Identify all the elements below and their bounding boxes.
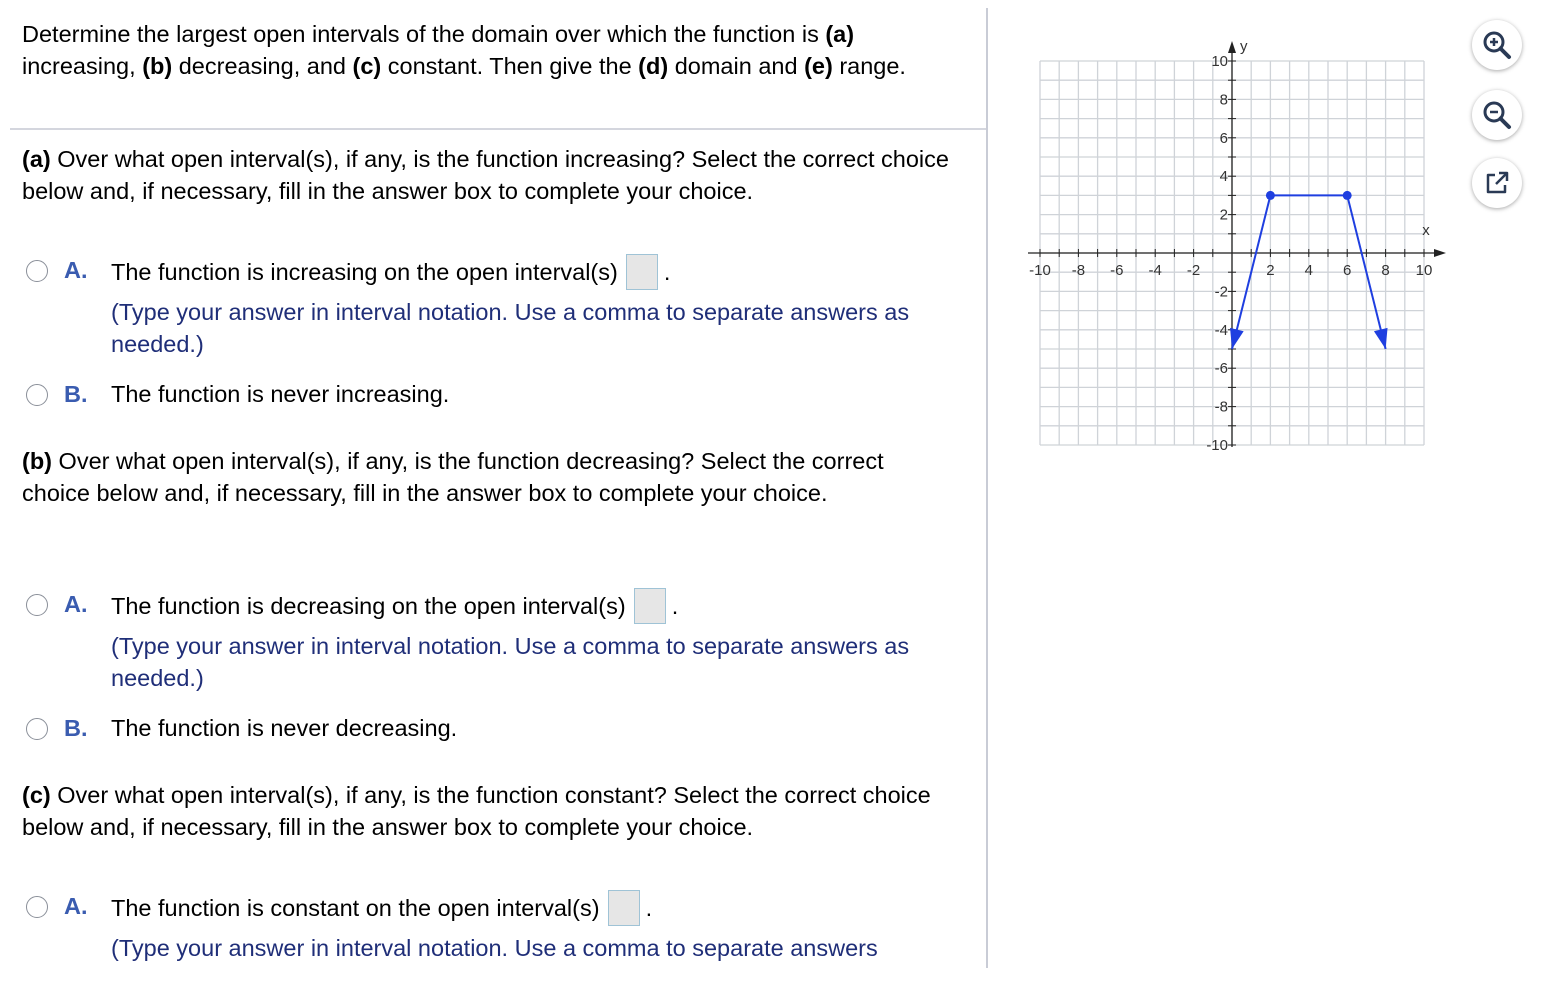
part-a-hint: (Type your answer in interval notation. Use a comma to separate answers as needed.) (111, 299, 910, 357)
question-panel: Determine the largest open intervals of the domain over which the function is (a) increasing, (b) decreasing, and (c) constant. Then give the (d) domain and (e) range. (a) Over what open interval(s), if any, is the function increasing? Select the correct choice below and, if necessary, fill in the answer box to complete your choice. A. The function is increasing on the open interval(s) . (Type your answer in interval notation. Use a comma to separate answers as needed.) B. The function is never increasing. (b) Over what open interval(s), if any, is the function decreasing? Select the correct choice below and, if necessary, fill in the answer box to complete your choice. A. The function is decreasing on the open interval(s) . (Type your answer in interval notation. Use a comma to separate answers as needed.) B. The function is never decreasing. (c) Over what open interval(s), if any, is the function constant? Select the correct choice below and, if necessary, fill in the answer box to complete your choice. A. The function is constant on the open interval(s) . (Type your answer in interval notation. Use a comma to separate answers (0, 0, 986, 981)
x-axis-arrow (1434, 249, 1446, 257)
part-a-choice-a-radio[interactable] (26, 260, 48, 282)
part-b-choice-b-radio[interactable] (26, 718, 48, 740)
y-tick-label: 6 (1219, 129, 1228, 147)
part-c-choice-a-radio[interactable] (26, 896, 48, 918)
y-axis-label: y (1240, 38, 1248, 55)
part-b-hint: (Type your answer in interval notation. Use a comma to separate answers as needed.) (111, 633, 910, 691)
x-tick-label: -8 (1071, 262, 1086, 279)
part-a-answer-box[interactable] (626, 254, 658, 290)
part-b-answer-box[interactable] (634, 588, 666, 624)
y-tick-label: -6 (1214, 360, 1228, 378)
x-tick-label: -6 (1110, 262, 1124, 279)
panel-divider (986, 8, 988, 968)
x-tick-label: 10 (1415, 262, 1433, 279)
y-tick-label: -8 (1214, 398, 1228, 416)
x-tick-label: 4 (1304, 262, 1313, 279)
function-right-arrow (1374, 328, 1388, 349)
popout-button[interactable] (1472, 158, 1522, 208)
x-tick-label: -2 (1186, 262, 1201, 279)
function-left-arrow (1230, 328, 1244, 349)
function-graph (1010, 20, 1450, 460)
x-tick-label: 2 (1266, 262, 1275, 279)
problem-statement: Determine the largest open intervals of the domain over which the function is (a) increasing, (b) decreasing, and (c) constant. Then give the (d) domain and (e) range. (22, 21, 906, 79)
popout-icon (1481, 167, 1513, 199)
part-a-choice-b-radio[interactable] (26, 384, 48, 406)
y-axis-arrow (1228, 41, 1236, 53)
section-divider (10, 128, 986, 130)
x-tick-label: -4 (1148, 262, 1162, 279)
part-c-hint: (Type your answer in interval notation. Use a comma to separate answers (111, 935, 878, 961)
x-axis-label: x (1422, 222, 1430, 239)
y-tick-label: -10 (1206, 437, 1228, 454)
y-tick-label: 8 (1219, 91, 1228, 109)
zoom-out-icon (1481, 99, 1513, 131)
function-point (1343, 191, 1352, 200)
x-tick-label: 6 (1343, 262, 1352, 279)
zoom-in-icon (1481, 29, 1513, 61)
function-point (1266, 191, 1275, 200)
part-b-question: (b) Over what open interval(s), if any, is the function decreasing? Select the correct choice below and, if necessary, fill in the answer box to complete your choice. (22, 448, 884, 506)
part-c-answer-box[interactable] (608, 890, 640, 926)
y-tick-label: -4 (1214, 321, 1228, 339)
zoom-in-button[interactable] (1472, 20, 1522, 70)
part-b-choice-a-radio[interactable] (26, 594, 48, 616)
y-tick-label: 2 (1219, 206, 1228, 224)
y-tick-label: -2 (1214, 283, 1228, 301)
y-tick-label: 4 (1219, 168, 1228, 186)
zoom-out-button[interactable] (1472, 90, 1522, 140)
y-tick-label: 10 (1211, 53, 1228, 70)
x-tick-label: 8 (1381, 262, 1390, 279)
x-tick-label: -10 (1029, 262, 1051, 279)
part-a-question: (a) Over what open interval(s), if any, is the function increasing? Select the correct choice below and, if necessary, fill in the answer box to complete your choice. (22, 146, 949, 204)
part-c-question: (c) Over what open interval(s), if any, is the function constant? Select the correct choice below and, if necessary, fill in the answer box to complete your choice. (22, 782, 931, 840)
